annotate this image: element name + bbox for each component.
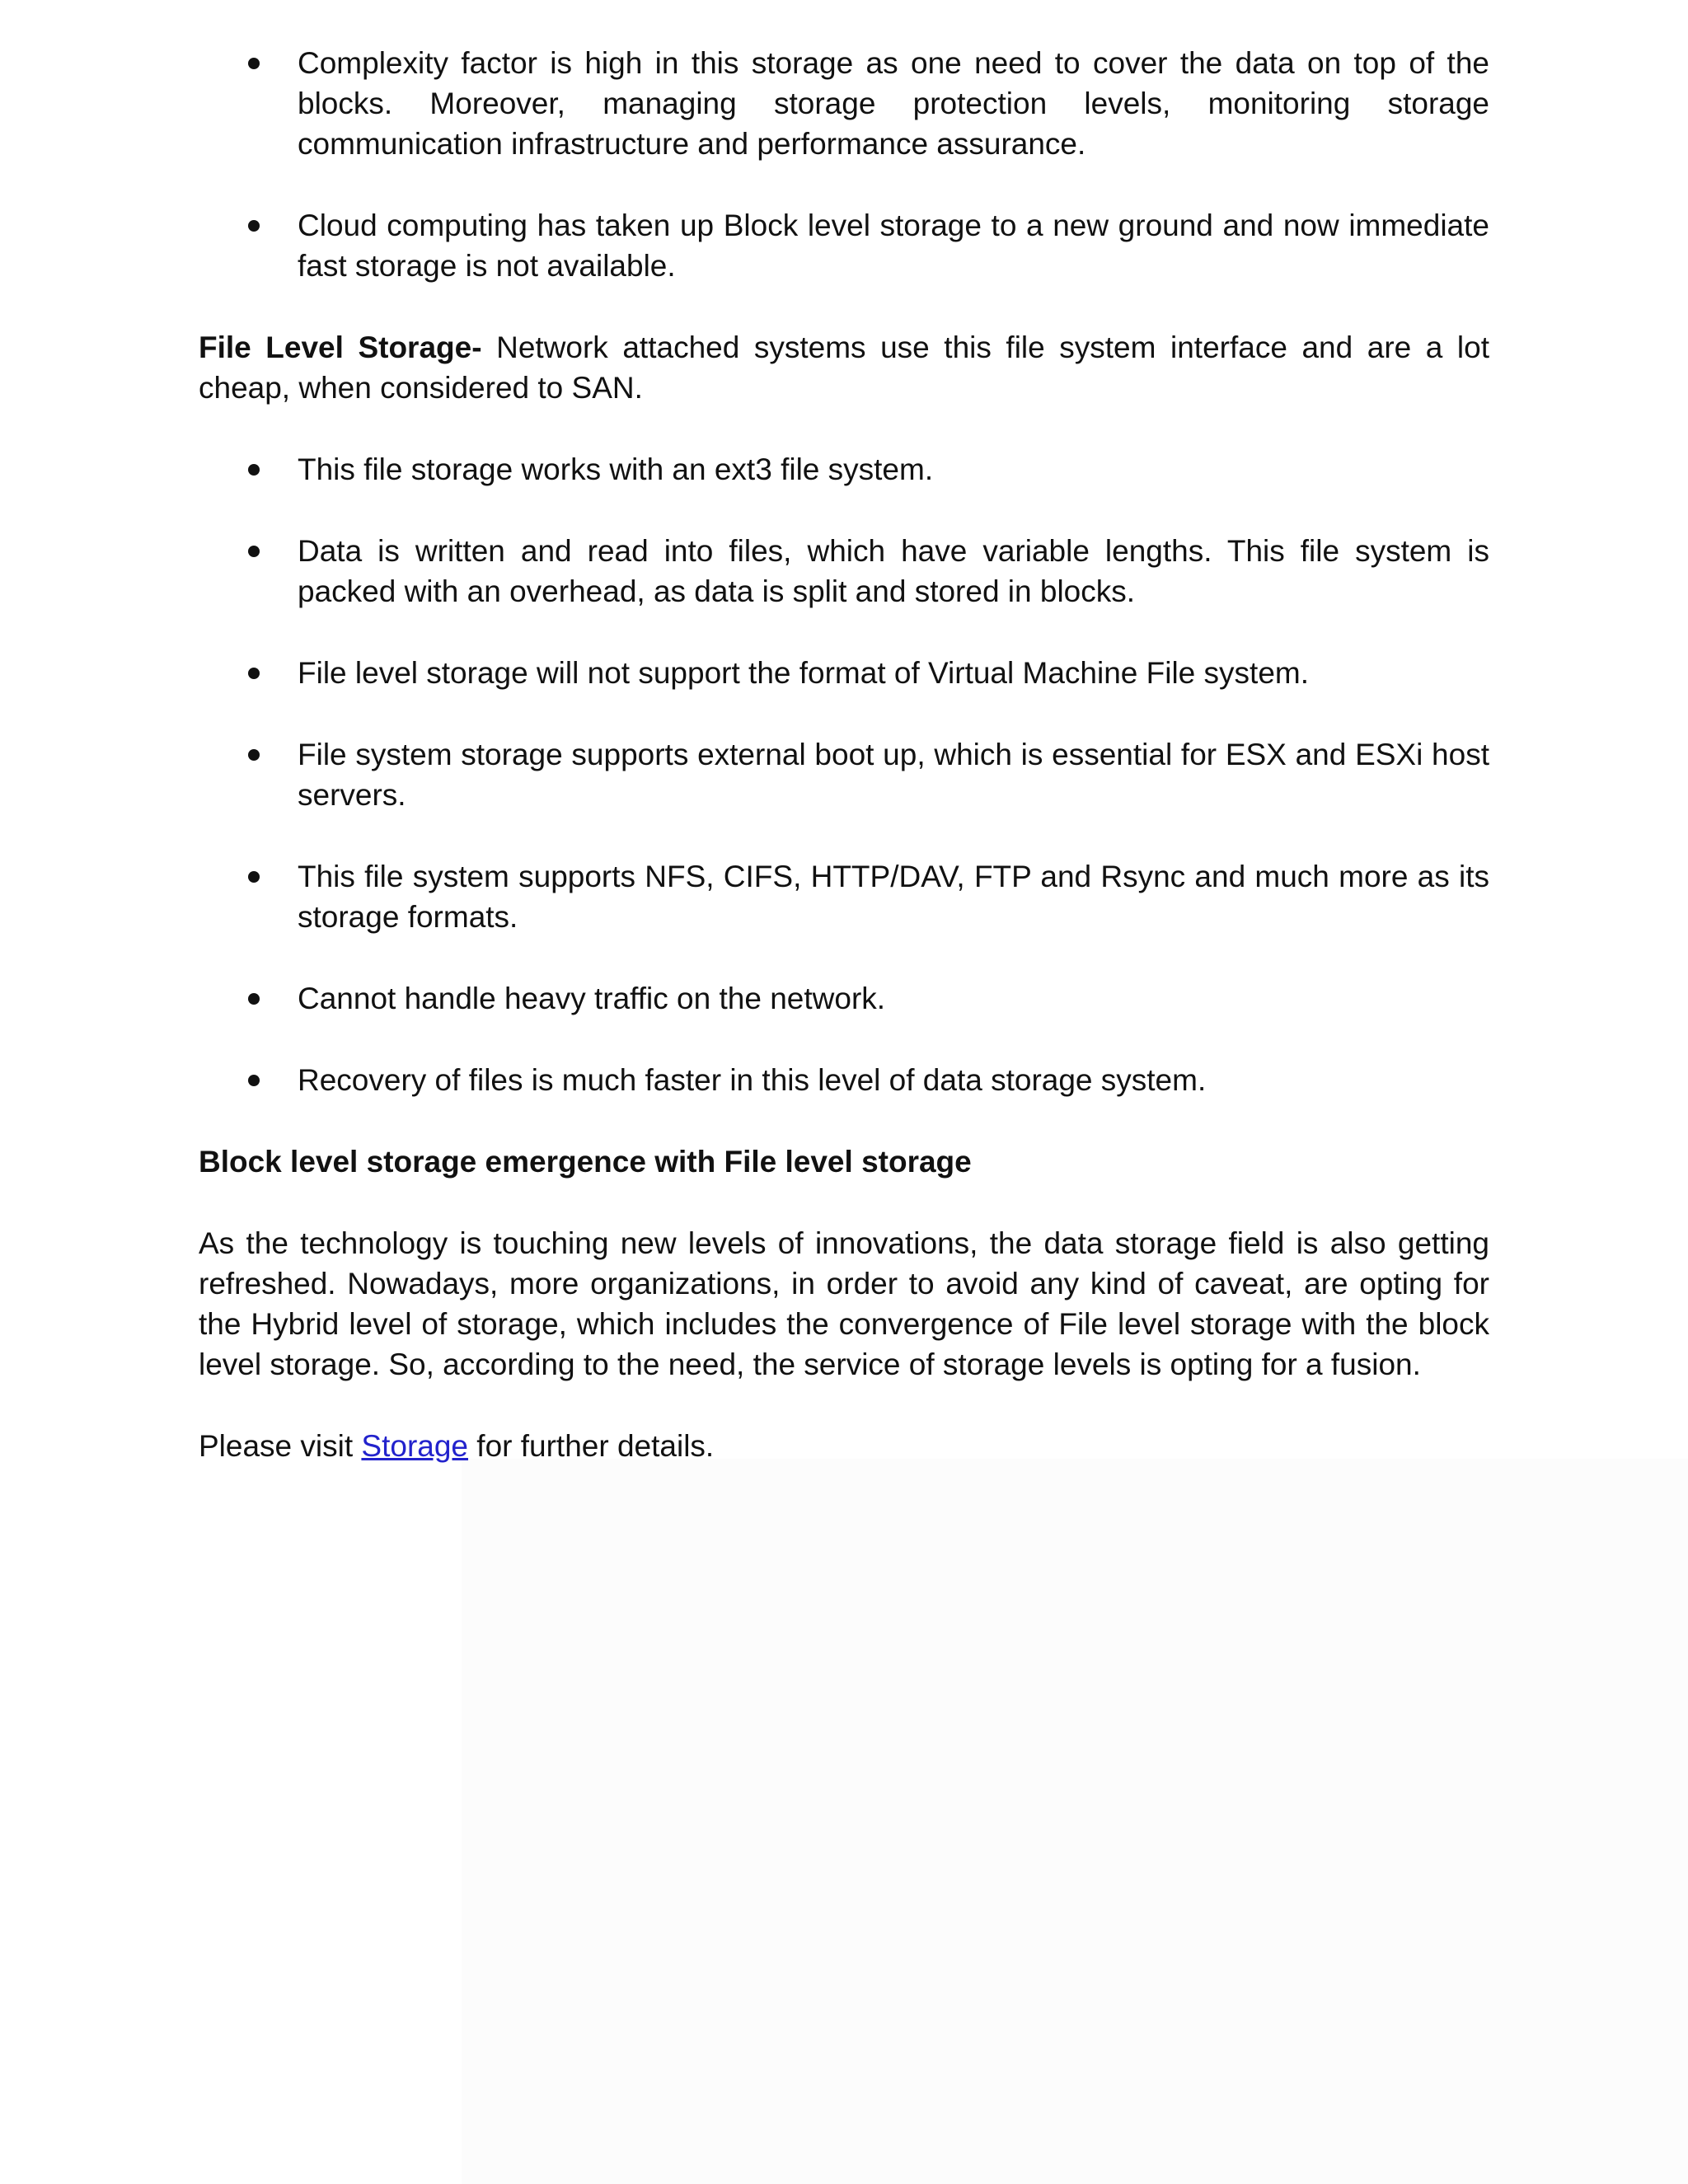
spacer	[199, 1385, 1489, 1426]
list-item-text: Complexity factor is high in this storage as one need to cover the data on top of the blocks. Moreover, managing storage protection levels, monitoring storage communication infrastructure and performance assurance.	[298, 46, 1489, 161]
list-item	[199, 653, 1489, 693]
bullet-icon	[248, 464, 260, 476]
list-item-text: File level storage will not support the format of Virtual Machine File system.	[298, 656, 1309, 690]
document-content	[199, 43, 1489, 1466]
list-item	[199, 43, 1489, 164]
list-item-text: Cannot handle heavy traffic on the network.	[298, 982, 886, 1015]
list-item	[199, 531, 1489, 612]
block-storage-bullet-list	[199, 43, 1489, 286]
paragraph-text: Network attached systems use this file system interface and are a lot cheap, when considered to SAN.	[199, 330, 1489, 405]
bullet-icon	[248, 993, 260, 1005]
list-item-text: This file storage works with an ext3 file system.	[298, 452, 934, 486]
list-item-text: This file system supports NFS, CIFS, HTTP/DAV, FTP and Rsync and much more as its storage formats.	[298, 860, 1489, 934]
spacer	[199, 1182, 1489, 1223]
spacer	[199, 612, 1489, 653]
section-heading-inline: File Level Storage-	[199, 330, 482, 364]
list-item	[199, 978, 1489, 1019]
file-storage-bullet-list	[199, 449, 1489, 1100]
list-item	[199, 856, 1489, 937]
footer-suffix: for further details.	[468, 1429, 715, 1463]
bullet-icon	[248, 1075, 260, 1086]
spacer	[199, 815, 1489, 856]
list-item-text: File system storage supports external boot up, which is essential for ESX and ESXi host servers.	[298, 738, 1489, 812]
bullet-icon	[248, 749, 260, 761]
bullet-icon	[248, 871, 260, 883]
list-item-text: Data is written and read into files, which have variable lengths. This file system is packed with an overhead, as data is split and stored in blocks.	[298, 534, 1489, 608]
spacer	[199, 937, 1489, 978]
footer-prefix: Please visit	[199, 1429, 362, 1463]
list-item-text: Recovery of files is much faster in this level of data storage system.	[298, 1063, 1207, 1097]
spacer	[199, 490, 1489, 531]
spacer	[199, 286, 1489, 327]
footer-paragraph	[199, 1426, 1489, 1466]
bullet-icon	[248, 58, 260, 69]
list-item	[199, 1060, 1489, 1100]
spacer	[199, 164, 1489, 205]
spacer	[199, 693, 1489, 734]
bullet-icon	[248, 668, 260, 679]
bullet-icon	[248, 546, 260, 557]
list-item	[199, 734, 1489, 815]
spacer	[199, 1019, 1489, 1060]
list-item	[199, 449, 1489, 490]
list-item	[199, 205, 1489, 286]
spacer	[199, 1100, 1489, 1141]
file-level-intro-paragraph	[199, 327, 1489, 408]
list-item-text: Cloud computing has taken up Block level storage to a new ground and now immediate fast storage is not available.	[298, 209, 1489, 283]
storage-link[interactable]: Storage	[361, 1429, 469, 1463]
emergence-paragraph: As the technology is touching new levels of innovations, the data storage field is also getting refreshed. Nowadays, more organizations, in order to avoid any kind of caveat, are opting for the Hybrid level of storage, which includes the convergence of File level storage with the block level storage. So, according to the need, the service of storage levels is opting for a fusion.	[199, 1226, 1489, 1381]
bullet-icon	[248, 220, 260, 232]
spacer	[199, 408, 1489, 449]
emergence-heading: Block level storage emergence with File level storage	[199, 1145, 972, 1179]
page-background-shade	[462, 1459, 1688, 2184]
